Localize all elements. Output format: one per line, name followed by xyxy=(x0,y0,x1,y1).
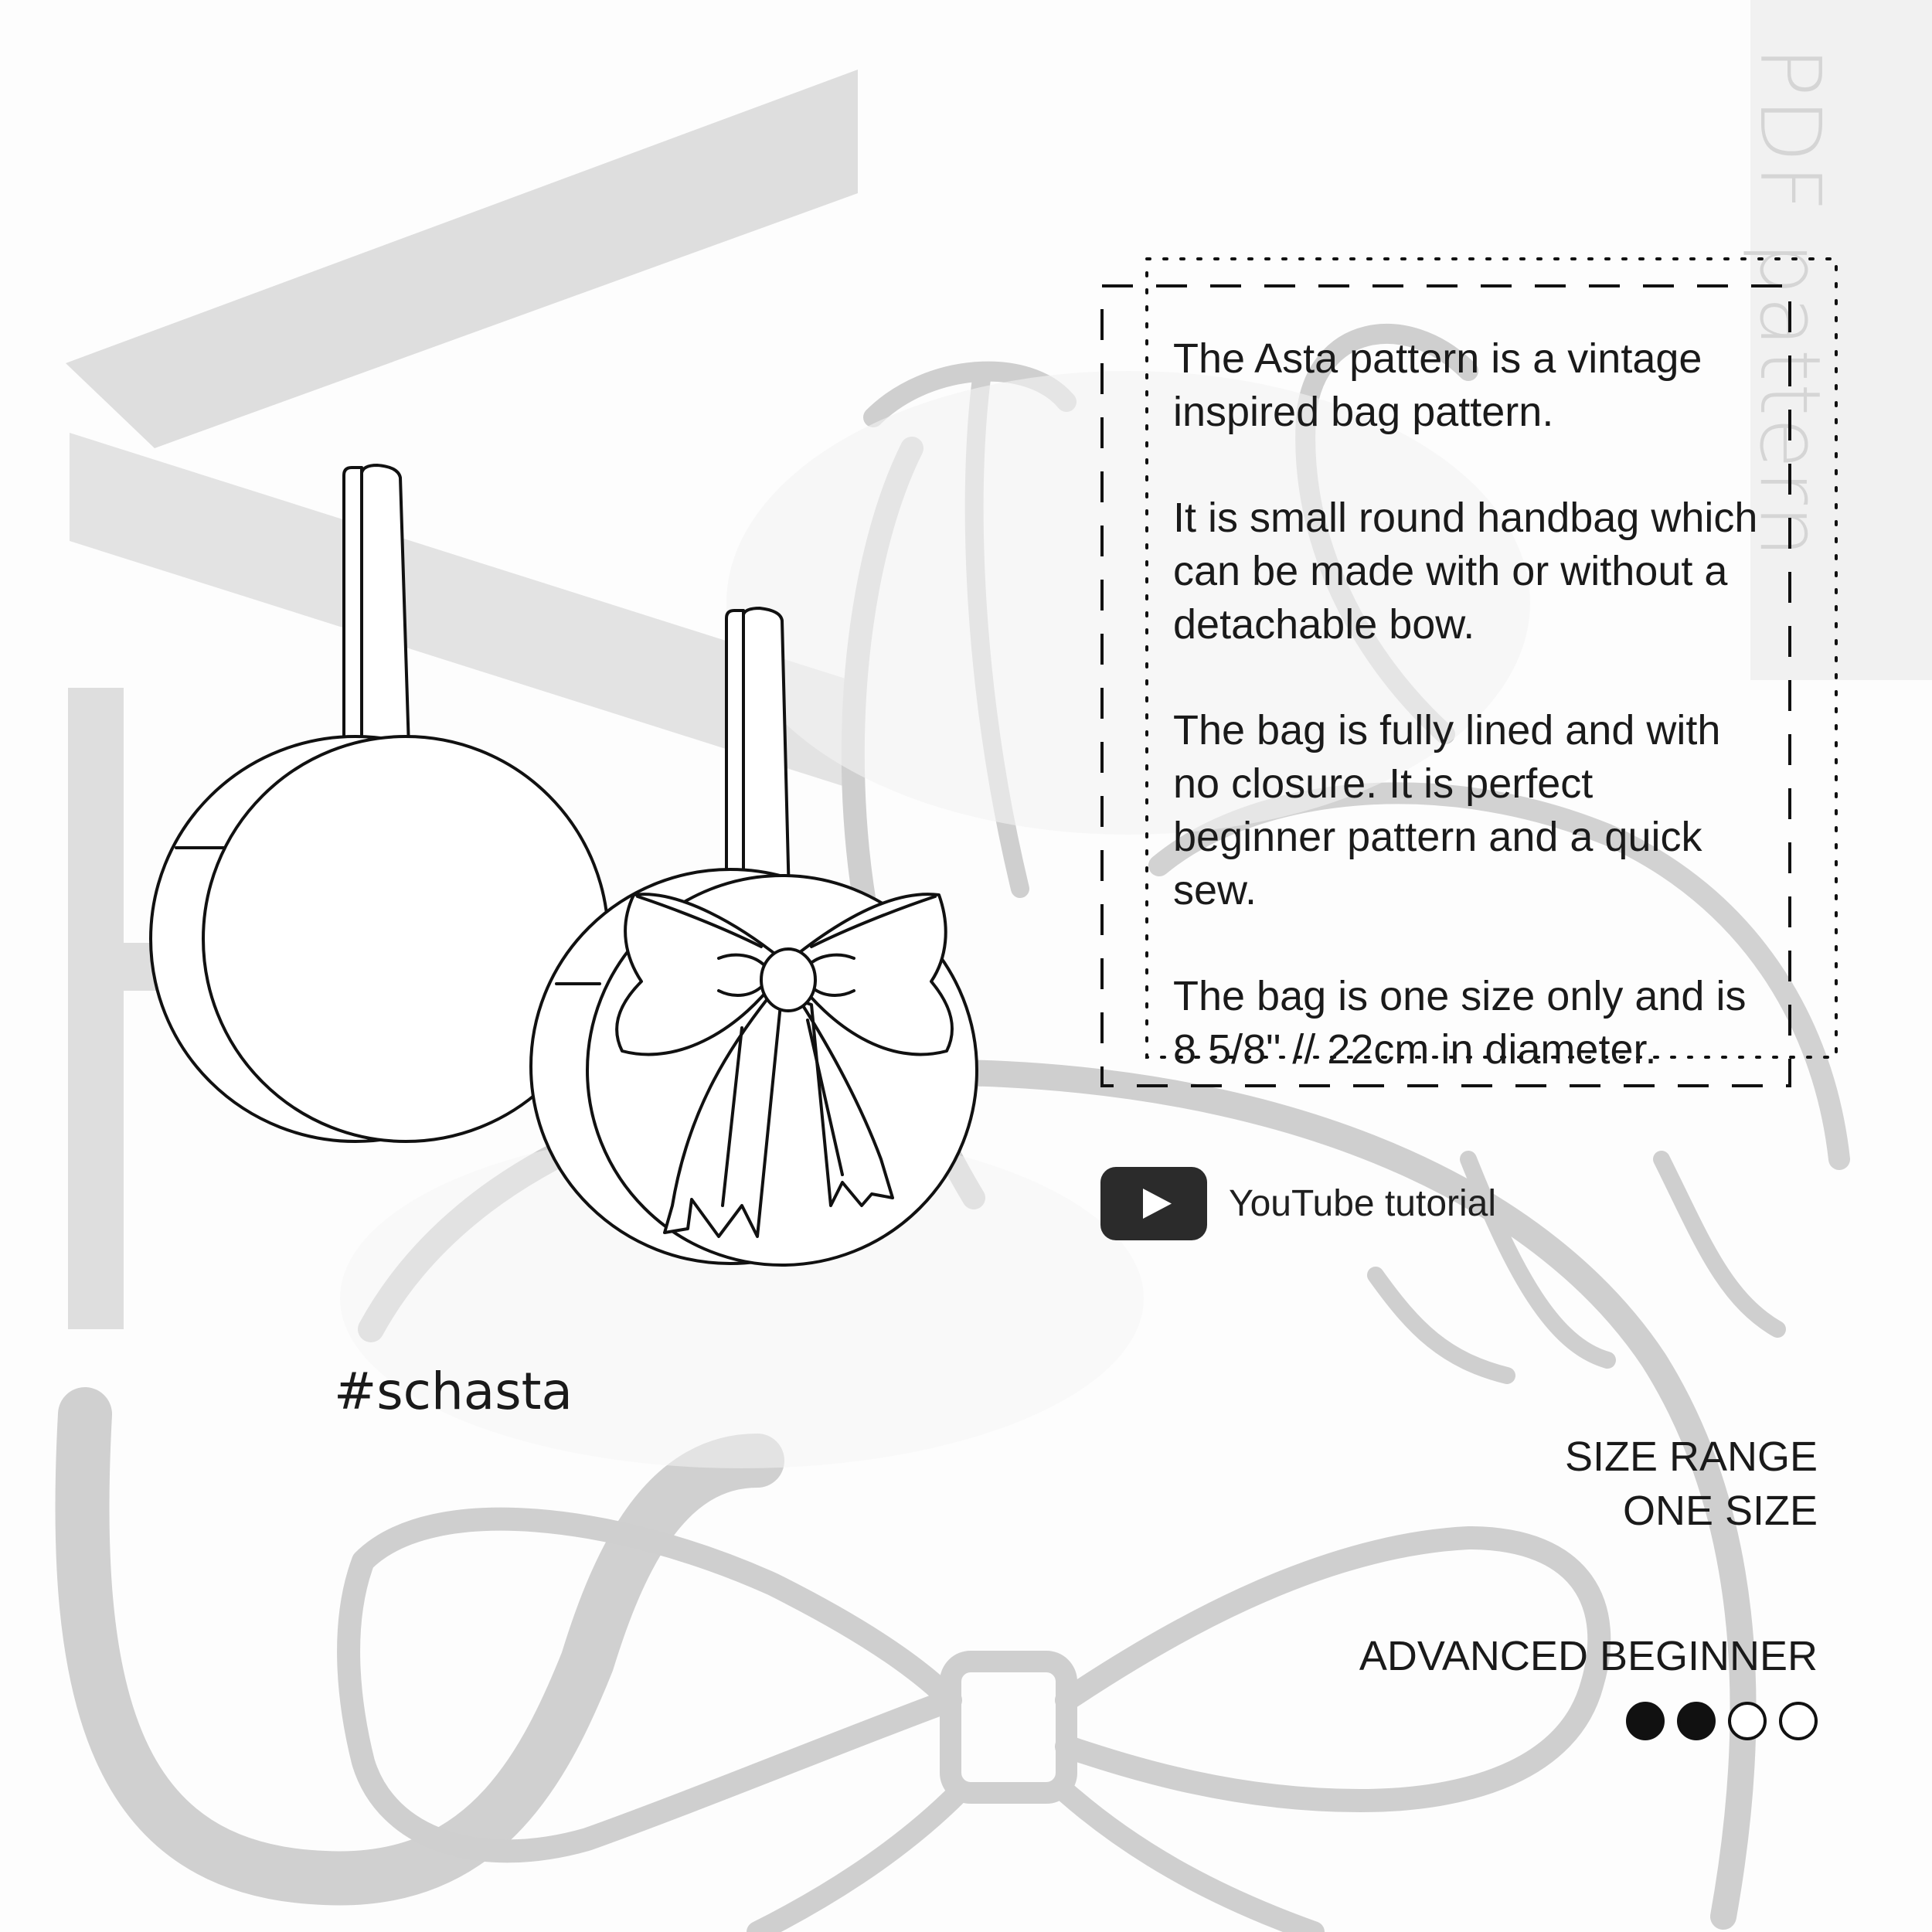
description-paragraph: It is small round handbag which can be made with or without a detachable bow. xyxy=(1173,495,1758,648)
skill-dot-empty xyxy=(1728,1702,1767,1740)
size-range-value: ONE SIZE xyxy=(1622,1488,1818,1534)
description-paragraph: The bag is one size only and is 8 5/8" // 22cm in diameter. xyxy=(1173,973,1747,1073)
youtube-play-icon[interactable] xyxy=(1100,1167,1207,1240)
skill-dot-empty xyxy=(1779,1702,1818,1740)
description-paragraph: The bag is fully lined and with no closure. It is perfect beginner pattern and a quick sew. xyxy=(1173,707,1721,913)
description-paragraph: The Asta pattern is a vintage inspired bag pattern. xyxy=(1173,335,1702,435)
size-range-heading: SIZE RANGE xyxy=(1564,1434,1818,1480)
description xyxy=(1173,332,1760,1077)
size-range xyxy=(1565,1430,1818,1538)
bow-bag-illustration xyxy=(531,608,977,1265)
skill-dot-filled xyxy=(1626,1702,1665,1740)
side-tab-label: PDF pattern xyxy=(1741,46,1838,560)
skill-level-rating xyxy=(1626,1702,1818,1740)
skill-level-label: ADVANCED BEGINNER xyxy=(1359,1633,1818,1679)
youtube-tutorial-label[interactable]: YouTube tutorial xyxy=(1229,1183,1497,1224)
hashtag: #schasta xyxy=(334,1362,573,1421)
skill-dot-filled xyxy=(1677,1702,1716,1740)
youtube-tutorial-link[interactable] xyxy=(1100,1167,1496,1240)
